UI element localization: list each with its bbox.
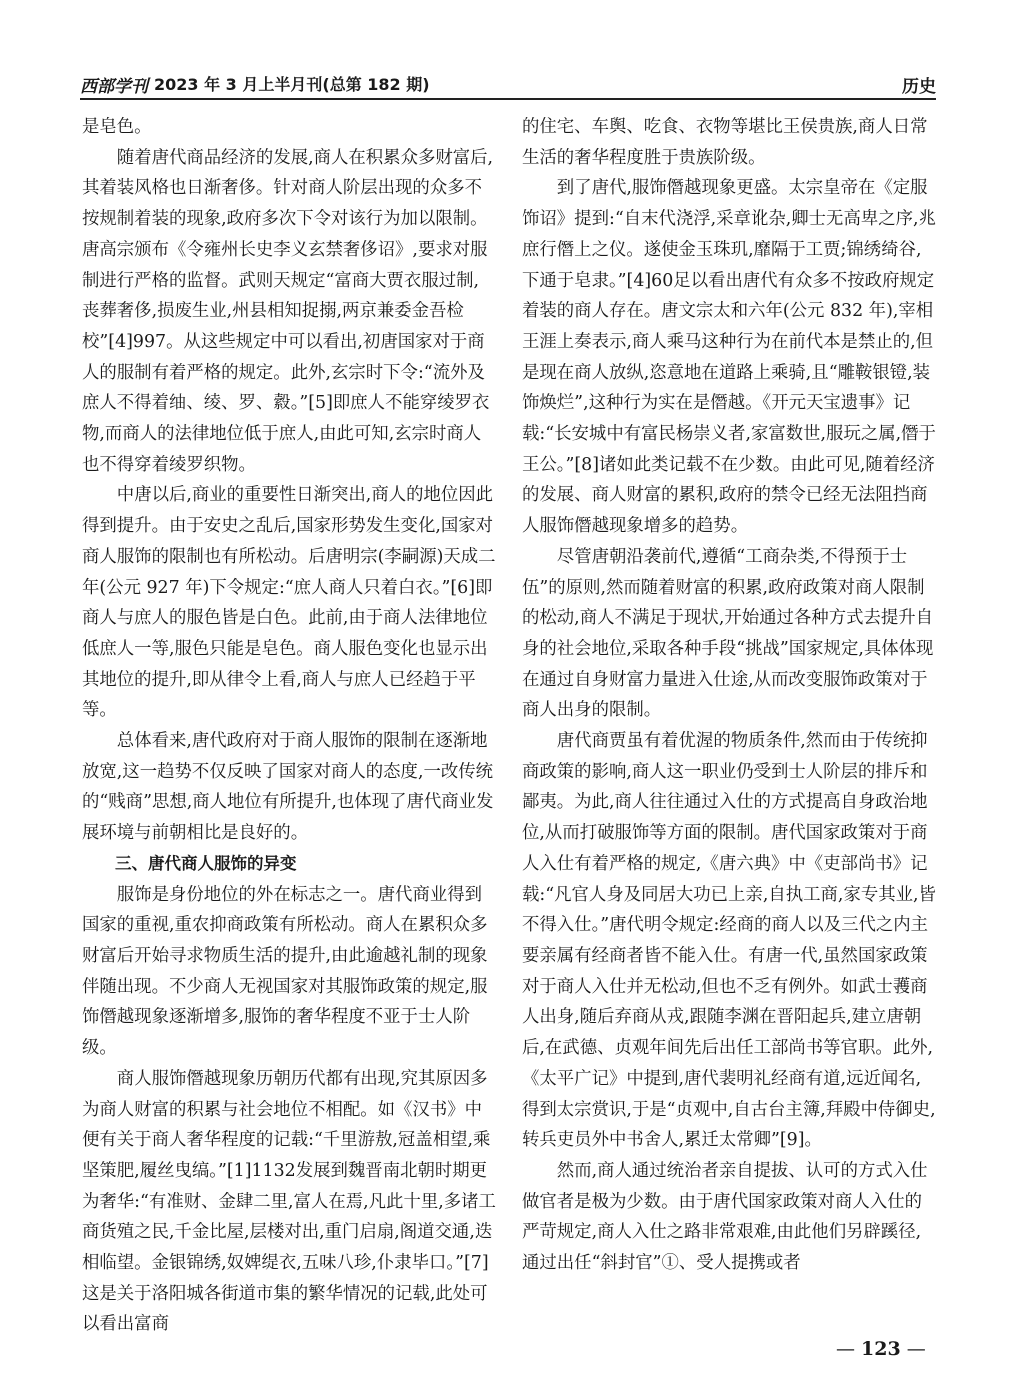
paragraph: 尽管唐朝沿袭前代,遵循“工商杂类,不得预于士伍”的原则,然而随着财富的积累,政府政策对商人限制的松动,商人不满足于现状,开始通过各种方式去提升自身的社会地位,采取各种手段“挑战”国家规定,具体体现在通过自身财富力量进入仕途,从而改变服饰政策对于商人出身的限制。 <box>522 546 934 721</box>
paragraph: 然而,商人通过统治者亲自提拔、认可的方式入仕做官者是极为少数。由于唐代国家政策对商人入仕的严苛规定,商人入仕之路非常艰难,由此他们另辟蹊径,通过出任“斜封官”①、受人提携或者 <box>522 1160 928 1274</box>
journal-logo: 西部学刊 <box>80 77 148 97</box>
left-column <box>82 112 496 1340</box>
issue-info: 2023 年 3 月上半月刊(总第 182 期) <box>154 75 430 94</box>
section-heading: 三、唐代商人服饰的异变 <box>115 853 297 873</box>
paragraph: 随着唐代商品经济的发展,商人在积累众多财富后,其着装风格也日渐奢侈。针对商人阶层出现的众多不按规制着装的现象,政府多次下令对该行为加以限制。唐高宗颁布《令雍州长史李义玄禁奢侈诏》,要求对服制进行严格的监督。武则天规定“富商大贾衣服过制,丧葬奢侈,损废生业,州县相知捉搦,两京兼委金吾检校”[4]997。从这些规定中可以看出,初唐国家对于商人的服制有着严格的规定。此外,玄宗时下令:“流外及庶人不得着䌷、绫、罗、縠。”[5]即庶人不能穿绫罗衣物,而商人的法律地位低于庶人,由此可知,玄宗时商人也不得穿着绫罗织物。 <box>82 147 494 475</box>
paragraph: 总体看来,唐代政府对于商人服饰的限制在逐渐地放宽,这一趋势不仅反映了国家对商人的态度,一改传统的“贱商”思想,商人地位有所提升,也体现了唐代商业发展环境与前朝相比是良好的。 <box>82 731 494 844</box>
page-number: — 123 — <box>836 1338 926 1360</box>
running-header <box>80 68 936 100</box>
paragraph: 中唐以后,商业的重要性日渐突出,商人的地位因此得到提升。由于安史之乱后,国家形势发生变化,国家对商人服饰的限制也有所松动。后唐明宗(李嗣源)天成二年(公元 927 年)下令规定:“庶人商人只着白衣。”[6]即商人与庶人的服色皆是白色。此前,由于商人法律地位低庶人一等,服色只能是皂色。商人服色变化也显示出其地位的提升,即从律令上看,商人与庶人已经趋于平等。 <box>82 485 496 721</box>
paragraph: 到了唐代,服饰僭越现象更盛。太宗皇帝在《定服饰诏》提到:“自末代浇浮,采章讹杂,卿士无高卑之序,兆庶行僭上之仪。遂使金玉珠玑,靡隔于工贾;锦绣绮谷,下通于皂隶。”[4]60足以看出唐代有众多不按政府规定着装的商人存在。唐文宗太和六年(公元 832 年),宰相王涯上奏表示,商人乘马这种行为在前代本是禁止的,但是现在商人放纵,恣意地在道路上乘骑,且“雕鞍银镫,装饰焕烂”,这种行为实在是僭越。《开元天宝遗事》记载:“长安城中有富民杨崇义者,家富数世,服玩之属,僭于王公。”[8]诸如此类记载不在少数。由此可见,随着经济的发展、商人财富的累积,政府的禁令已经无法阻挡商人服饰僭越现象增多的趋势。 <box>522 178 936 537</box>
paragraph: 的住宅、车舆、吃食、衣物等堪比王侯贵族,商人日常生活的奢华程度胜于贵族阶级。 <box>522 117 928 168</box>
paragraph: 商人服饰僭越现象历朝历代都有出现,究其原因多为商人财富的积累与社会地位不相配。如《汉书》中便有关于商人奢华程度的记载:“千里游敖,冠盖相望,乘坚策肥,履丝曳缟。”[1]1132发展到魏晋南北朝时期更为奢华:“有准财、金肆二里,富人在焉,凡此十里,多诸工商货殖之民,千金比屋,层楼对出,重门启扇,阁道交通,迭相临望。金银锦绣,奴婢缇衣,五味八珍,仆隶毕口。”[7]这是关于洛阳城各街道市集的繁华情况的记载,此处可以看出富商 <box>82 1068 496 1335</box>
paragraph: 唐代商贾虽有着优渥的物质条件,然而由于传统抑商政策的影响,商人这一职业仍受到士人阶层的排斥和鄙夷。为此,商人往往通过入仕的方式提高自身政治地位,从而打破服饰等方面的限制。唐代国家政策对于商人入仕有着严格的规定,《唐六典》中《吏部尚书》记载:“凡官人身及同居大功已上亲,自执工商,家专其业,皆不得入仕。”唐代明令规定:经商的商人以及三代之内主要亲属有经商者皆不能入仕。有唐一代,虽然国家政策对于商人入仕并无松动,但也不乏有例外。如武士彟商人出身,随后弃商从戎,跟随李渊在晋阳起兵,建立唐朝后,在武德、贞观年间先后出任工部尚书等官职。此外,《太平广记》中提到,唐代裴明礼经商有道,远近闻名,得到太宗赏识,于是“贞观中,自古台主簿,拜殿中侍御史,转兵吏员外中书舍人,累迁太常卿”[9]。 <box>522 731 936 1151</box>
right-column <box>522 112 936 1279</box>
paragraph: 服饰是身份地位的外在标志之一。唐代商业得到国家的重视,重农抑商政策有所松动。商人在累积众多财富后开始寻求物质生活的提升,由此逾越礼制的现象伴随出现。不少商人无视国家对其服饰政策的规定,服饰僭越现象逐渐增多,服饰的奢华程度不亚于士人阶级。 <box>82 884 488 1059</box>
page-number-value: 123 <box>861 1338 901 1360</box>
paragraph: 是皂色。 <box>82 117 152 137</box>
section-name: 历史 <box>902 77 936 97</box>
